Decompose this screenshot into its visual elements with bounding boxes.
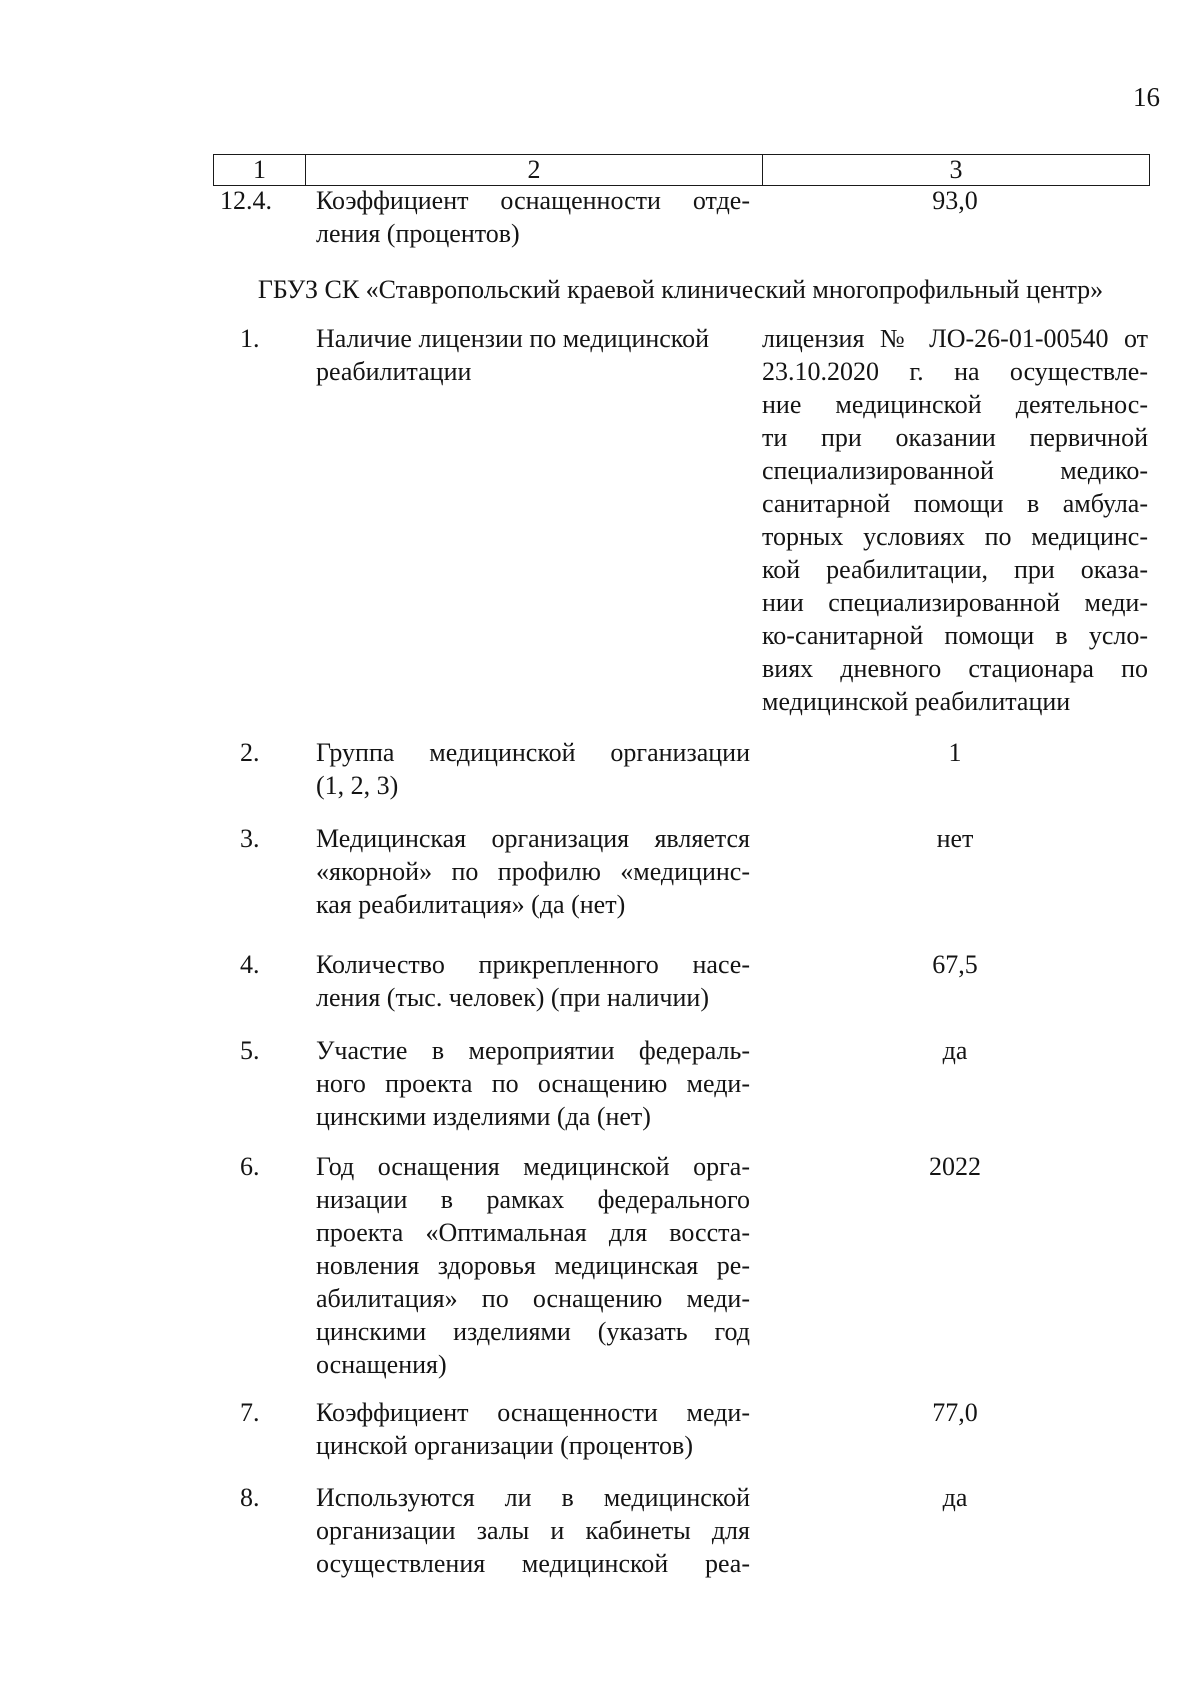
column-header-table	[213, 154, 1150, 186]
row-value: 77,0	[932, 1398, 978, 1427]
row-number: 12.4.	[220, 186, 272, 215]
row-number: 8.	[240, 1483, 260, 1512]
row-value: 1	[948, 738, 962, 767]
row-number: 5.	[240, 1036, 260, 1065]
column-header-row	[214, 155, 1150, 186]
row-number: 3.	[240, 824, 260, 853]
column-header-2: 2	[306, 155, 763, 186]
row-label: Медицинская организация является «якорной» по профилю «медицинс- кая реабилитация» (да (нет)	[316, 824, 750, 919]
row-number: 2.	[240, 738, 260, 767]
row-value: 2022	[929, 1152, 981, 1181]
row-label: Участие в мероприятии федераль- ного проекта по оснащению меди- цинскими изделиями (да (нет)	[316, 1036, 750, 1131]
column-header-1: 1	[214, 155, 306, 186]
column-header-3: 3	[763, 155, 1150, 186]
row-value: 93,0	[932, 186, 978, 215]
row-value: нет	[936, 824, 974, 853]
row-number: 1.	[240, 324, 260, 353]
row-number: 6.	[240, 1152, 260, 1181]
row-number: 4.	[240, 950, 260, 979]
row-value: да	[942, 1036, 968, 1065]
row-label: Год оснащения медицинской орга- низации в рамках федерального проекта «Оптимальная для восста- новления здоровья медицинская ре- абилитация» по оснащению меди- цинскими изделиями (указать год оснащения)	[316, 1152, 750, 1379]
row-value: да	[942, 1483, 968, 1512]
row-value: 67,5	[932, 950, 978, 979]
page-number: 16	[1133, 82, 1160, 112]
row-label: Количество прикрепленного насе- ления (тыс. человек) (при наличии)	[316, 950, 750, 1012]
row-label: Группа медицинской организации (1, 2, 3)	[316, 738, 750, 800]
row-label: Используются ли в медицинской организации залы и кабинеты для осуществления медицинской реа-	[316, 1483, 750, 1578]
section-title: ГБУЗ СК «Ставропольский краевой клинический многопрофильный центр»	[257, 275, 1104, 304]
row-label: Коэффициент оснащенности меди- цинской организации (процентов)	[316, 1398, 750, 1460]
row-label: Наличие лицензии по медицинской реабилитации	[316, 324, 710, 386]
row-label: Коэффициент оснащенности отде- ления (процентов)	[316, 186, 750, 248]
row-value: лицензия № ЛО-26-01-00540 от 23.10.2020 г. на осуществле- ние медицинской деятельнос- ти при оказании первичной специализированной медико- санитарной помощи в амбула- торных условиях по медицинс- кой реабилитации, при оказа- нии специализированной меди- ко-санитарной помощи в усло- виях дневного стационара по медицинской реабилитации	[762, 324, 1148, 716]
row-number: 7.	[240, 1398, 260, 1427]
